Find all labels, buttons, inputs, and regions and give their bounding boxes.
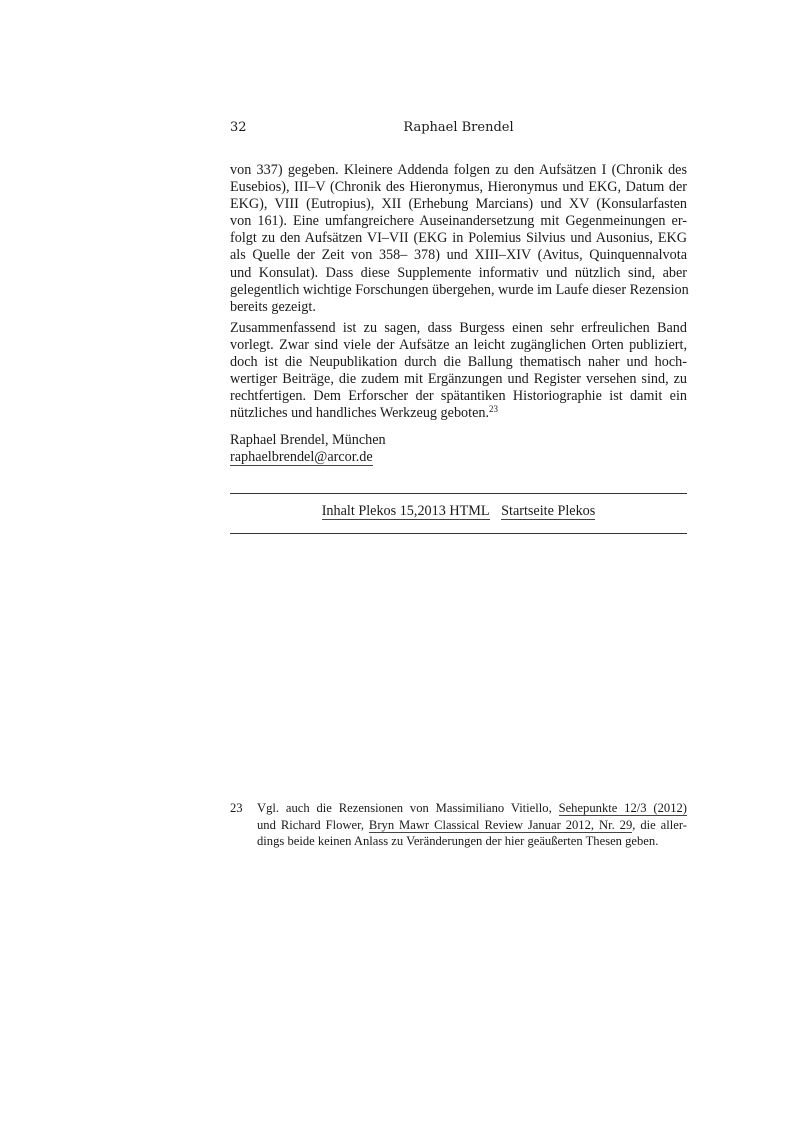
text-line: rechtfertigen. Dem Erforscher der spätantiken Historiographie ist damit ein <box>230 388 687 405</box>
text-line: EKG), VIII (Eutropius), XII (Erhebung Marcians) und XV (Konsularfasten <box>230 196 687 213</box>
text-line: von 161). Eine umfangreichere Auseinandersetzung mit Gegenmeinungen er- <box>230 213 687 230</box>
text-line-content: nützliches und handliches Werkzeug geboten. <box>230 405 490 422</box>
footnote-line: dings beide keinen Anlass zu Veränderungen der hier geäußerten Thesen geben. <box>257 834 659 848</box>
footnote-text: , die aller- <box>632 817 687 832</box>
paragraph-conclusion <box>230 320 687 423</box>
running-author: Raphael Brendel <box>403 120 514 135</box>
signature <box>230 432 687 466</box>
email-link[interactable]: raphaelbrendel@arcor.de <box>230 449 373 466</box>
contents-link[interactable]: Inhalt Plekos 15,2013 HTML <box>321 503 490 519</box>
signature-email-line <box>230 449 687 466</box>
text-line: Zusammenfassend ist zu sagen, dass Burgess einen sehr erfreulichen Band <box>230 320 687 336</box>
page-number: 32 <box>230 120 247 135</box>
text-line <box>230 405 687 422</box>
footnote-text: Vgl. auch die Rezensionen von Massimiliano Vitiello, <box>257 801 559 815</box>
bmcr-link[interactable]: Bryn Mawr Classical Review Januar 2012, Nr. 29 <box>368 817 633 832</box>
text-line: folgt zu den Aufsätzen VI–VII (EKG in Polemius Silvius und Ausonius, EKG <box>230 230 687 247</box>
text-line: doch ist die Neupublikation durch die Ballung thematisch naher und hoch- <box>230 354 687 371</box>
text-line: vorlegt. Zwar sind viele der Aufsätze an leicht zugänglichen Orten publiziert, <box>230 337 687 354</box>
footnote-ref-23[interactable]: 23 <box>489 404 499 415</box>
sehepunkte-link[interactable]: Sehepunkte 12/3 (2012) <box>558 801 687 815</box>
divider-bottom <box>230 533 687 534</box>
footnote-line <box>257 817 687 834</box>
text-line: wertiger Beiträge, die zudem mit Ergänzungen und Register versehen sind, zu <box>230 371 687 388</box>
footnote-body <box>257 800 687 850</box>
text-line: gelegentlich wichtige Forschungen übergehen, wurde im Laufe dieser Rezension <box>230 281 689 298</box>
text-line: als Quelle der Zeit von 358– 378) und XIII–XIV (Avitus, Quinquennalvota <box>230 247 687 264</box>
text-line: bereits gezeigt. <box>230 298 316 315</box>
divider-top <box>230 493 687 494</box>
navigation-links <box>230 503 687 520</box>
text-line: Eusebios), III–V (Chronik des Hieronymus, Hieronymus und EKG, Datum der <box>230 179 687 196</box>
paragraph-addenda <box>230 162 687 316</box>
home-link[interactable]: Startseite Plekos <box>501 503 596 519</box>
running-head <box>230 119 687 136</box>
text-line: und Konsulat). Dass diese Supplemente informativ und nützlich sind, aber <box>230 264 687 281</box>
footnote-text: und Richard Flower, <box>257 817 369 832</box>
footnote-line <box>257 800 687 817</box>
signature-name: Raphael Brendel, München <box>230 432 386 448</box>
text-line: von 337) gegeben. Kleinere Addenda folgen zu den Aufsätzen I (Chronik des <box>230 162 687 178</box>
footnote-number: 23 <box>230 801 243 815</box>
